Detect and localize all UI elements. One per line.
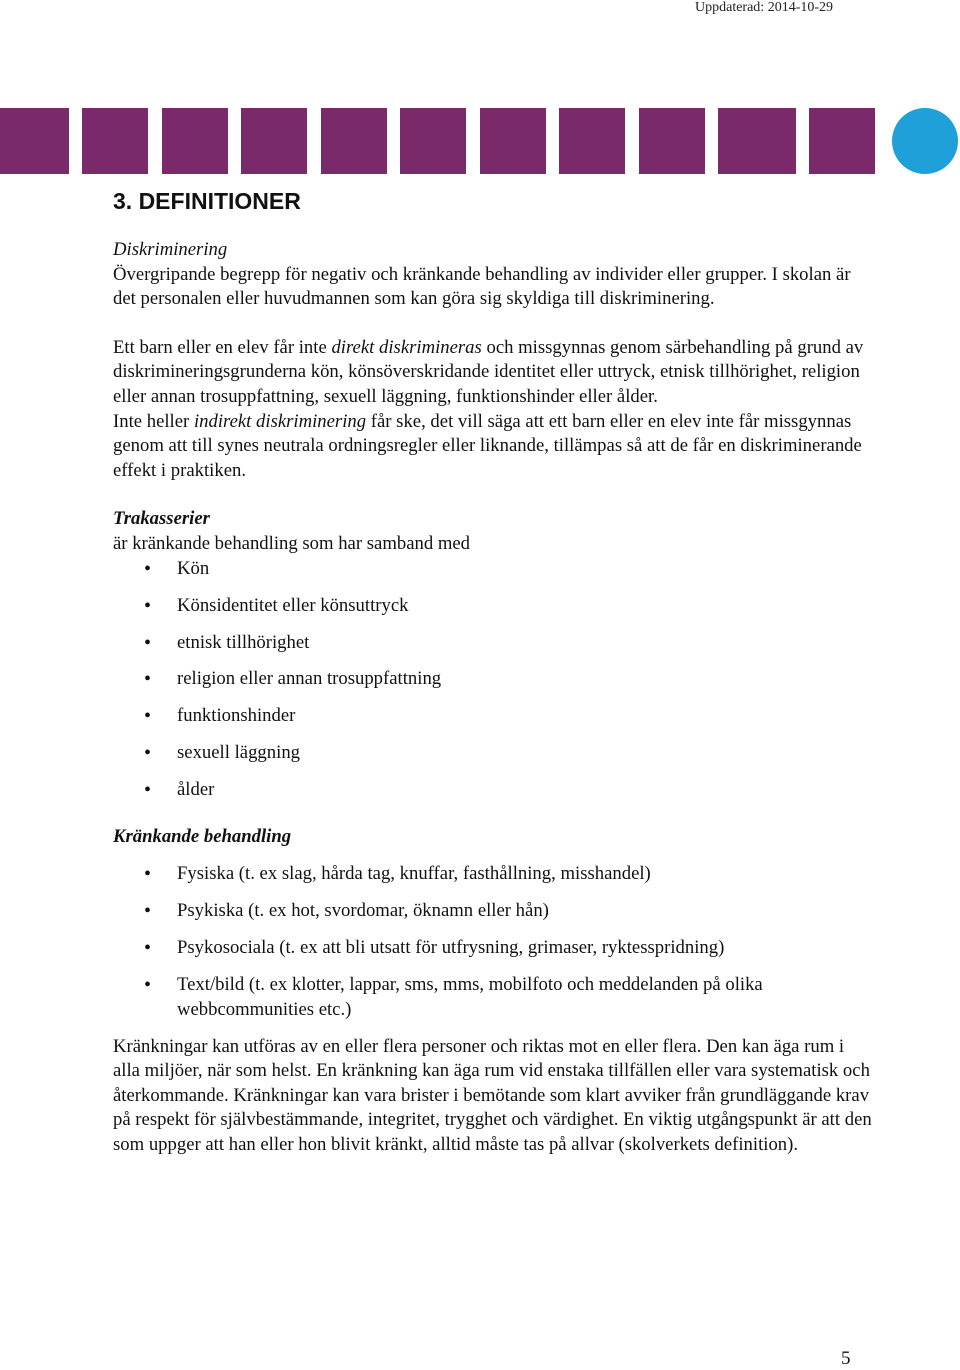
page-number: 5 bbox=[841, 1348, 851, 1369]
list-item: • funktionshinder bbox=[113, 704, 873, 729]
list-trakasserier bbox=[113, 557, 873, 804]
banner-block bbox=[718, 108, 796, 174]
heading-diskriminering: Diskriminering bbox=[113, 239, 228, 260]
list-item: • ålder bbox=[113, 778, 873, 803]
paragraph-krankande-closing: Kränkningar kan utföras av en eller flera personer och riktas mot en eller flera. Den kan äga rum i alla miljöer, när som helst. En kränkning kan äga rum vid enstaka tillfällen eller vara systematisk och återkommande. Kränkningar kan vara brister i bemötande som klart avviker från grundläggande krav på respekt för självbestämmande, integritet, trygghet och värdighet. En viktig utgångspunkt är att den som uppger att han eller hon blivit kränkt, alltid måste tas på allvar (skolverkets definition). bbox=[113, 1035, 872, 1155]
heading-krankande: Kränkande behandling bbox=[113, 826, 292, 848]
list-item: • Könsidentitet eller könsuttryck bbox=[113, 594, 873, 619]
document-body bbox=[113, 186, 873, 1158]
paragraph-diskriminering-intro: Övergripande begrepp för negativ och kränkande behandling av individer eller grupper. I skolan är det personalen eller huvudmannen som kan göra sig skyldiga till diskriminering. bbox=[113, 263, 851, 310]
list-item: • etnisk tillhörighet bbox=[113, 631, 873, 656]
list-item: • Psykiska (t. ex hot, svordomar, öknamn eller hån) bbox=[113, 899, 873, 924]
banner-block bbox=[0, 108, 69, 174]
header-banner bbox=[0, 108, 960, 174]
paragraph-direkt: Ett barn eller en elev får inte direkt diskrimineras och missgynnas genom särbehandling på grund av diskrimineringsgrunderna kön, könsöverskridande identitet eller uttryck, etnisk tillhörighet, religion eller annan trosuppfattning, sexuell läggning, funktionshinder eller ålder. bbox=[113, 336, 864, 407]
list-item: • Kön bbox=[113, 557, 873, 582]
banner-block bbox=[162, 108, 228, 174]
banner-block bbox=[321, 108, 387, 174]
paragraph-indirekt: Inte heller indirekt diskriminering får ske, det vill säga att ett barn eller en elev inte får missgynnas genom att till synes neutrala ordningsregler eller liknande, tillämpas så att de får en diskriminerande effekt i praktiken. bbox=[113, 410, 862, 481]
banner-block bbox=[639, 108, 705, 174]
banner-block bbox=[241, 108, 307, 174]
section-title: 3. DEFINITIONER bbox=[113, 188, 301, 214]
banner-block bbox=[809, 108, 875, 174]
banner-circle bbox=[892, 108, 958, 174]
list-item: • Text/bild (t. ex klotter, lappar, sms, mms, mobilfoto och meddelanden på olika webbcommunities etc.) bbox=[113, 973, 873, 1022]
heading-trakasserier: Trakasserier bbox=[113, 508, 210, 530]
list-item: • Fysiska (t. ex slag, hårda tag, knuffar, fasthållning, misshandel) bbox=[113, 862, 873, 887]
list-krankande bbox=[113, 862, 873, 1022]
list-item: • religion eller annan trosuppfattning bbox=[113, 667, 873, 692]
banner-block bbox=[400, 108, 466, 174]
list-item: • sexuell läggning bbox=[113, 741, 873, 766]
banner-block bbox=[559, 108, 625, 174]
updated-date: Uppdaterad: 2014-10-29 bbox=[695, 0, 834, 15]
paragraph-trakasserier-intro: är kränkande behandling som har samband med bbox=[113, 532, 471, 554]
banner-block bbox=[82, 108, 148, 174]
list-item: • Psykosociala (t. ex att bli utsatt för utfrysning, grimaser, ryktesspridning) bbox=[113, 936, 873, 961]
banner-block bbox=[480, 108, 546, 174]
